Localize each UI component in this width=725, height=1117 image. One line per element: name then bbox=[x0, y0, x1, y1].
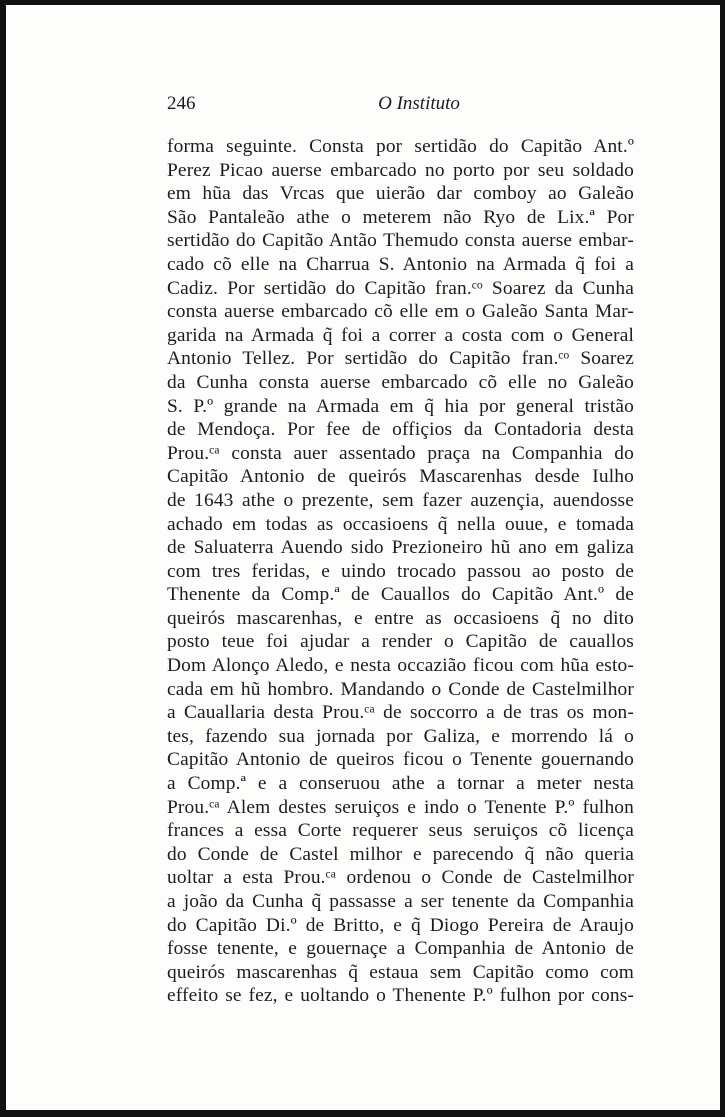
text-line: effeito se fez, e uoltando o Thenente P.º fulhon por cons- bbox=[167, 985, 634, 1007]
text-line: queirós mascarenhas q̃ estaua sem Capitão como com bbox=[167, 961, 634, 983]
text-line: achado em todas as occasioens q̃ nella ouue, e tomada bbox=[167, 513, 634, 535]
text-line: do Conde de Castel milhor e parecendo q̃ não queria bbox=[167, 843, 634, 865]
text-line: S. P.º grande na Armada em q̃ hia por general tristão bbox=[167, 395, 634, 417]
text-line: queirós mascarenhas, e entre as occasioens q̃ no dito bbox=[167, 607, 634, 629]
text-line: a Comp.ª e a conseruou athe a tornar a meter nesta bbox=[167, 773, 634, 795]
text-line: garida na Armada q̃ foi a correr a costa com o General bbox=[167, 324, 634, 346]
text-line: forma seguinte. Consta por sertidão do Capitão Ant.º bbox=[167, 136, 634, 157]
text-line: Perez Picao auerse embarcado no porto por seu soldado bbox=[167, 159, 634, 181]
text-line: frances a essa Corte requerer seus seruiços cõ licença bbox=[167, 820, 634, 842]
text-line: de Mendoça. Por fee de offiçios da Contadoria desta bbox=[167, 419, 634, 441]
text-line: de Saluaterra Auendo sido Prezioneiro hũ ano em galiza bbox=[167, 537, 634, 559]
text-line: Antonio Tellez. Por sertidão do Capitão fran.ᶜᵒ Soarez bbox=[167, 348, 634, 370]
text-line: em hũa das Vrcas que uierão dar comboy ao Galeão bbox=[167, 183, 634, 205]
text-line: São Pantaleão athe o meterem não Ryo de Lix.ª Por bbox=[167, 206, 634, 228]
body-text bbox=[167, 135, 634, 1008]
running-head: O Instituto bbox=[378, 93, 460, 114]
text-line: de 1643 athe o prezente, sem fazer auzençia, auendosse bbox=[167, 489, 634, 511]
text-line: Capitão Antonio de queirós Mascarenhas desde Iulho bbox=[167, 466, 634, 488]
page-number: 246 bbox=[167, 93, 196, 114]
text-line: uoltar a esta Prou.ᶜᵃ ordenou o Conde de Castelmilhor bbox=[167, 867, 634, 889]
text-line: Prou.ᶜᵃ consta auer assentado praça na Companhia do bbox=[167, 442, 634, 464]
text-line: Capitão Antonio de queiros ficou o Tenente gouernando bbox=[167, 749, 634, 771]
text-line: a joão da Cunha q̃ passasse a ser tenente da Companhia bbox=[167, 891, 634, 912]
text-line: a Cauallaria desta Prou.ᶜᵃ de soccorro a de tras os mon- bbox=[167, 702, 634, 724]
text-line: cada em hũ hombro. Mandando o Conde de Castelmilhor bbox=[167, 678, 634, 700]
text-line: da Cunha consta auerse embarcado cõ elle no Galeão bbox=[167, 371, 634, 393]
text-line: Thenente da Comp.ª de Cauallos do Capitão Ant.º de bbox=[167, 584, 634, 606]
text-line: sertidão do Capitão Antão Themudo consta auerse embar- bbox=[167, 230, 634, 252]
text-line: com tres feridas, e uindo trocado passou ao posto de bbox=[167, 560, 634, 582]
text-line: Dom Alonço Aledo, e nesta occazião ficou com hũa esto- bbox=[167, 655, 634, 677]
text-line: consta auerse embarcado cõ elle em o Galeão Santa Mar- bbox=[167, 301, 634, 323]
text-line: fosse tenente, e gouernaçe a Companhia de Antonio de bbox=[167, 938, 634, 960]
text-line: Prou.ᶜᵃ Alem destes seruiços e indo o Tenente P.º fulhon bbox=[167, 796, 634, 818]
text-line: posto teue foi ajudar a render o Capitão de cauallos bbox=[167, 631, 634, 653]
text-line: tes, fazendo sua jornada por Galiza, e morrendo lá o bbox=[167, 725, 634, 747]
page-header bbox=[167, 93, 637, 119]
text-line: do Capitão Di.º de Britto, e q̃ Diogo Pereira de Araujo bbox=[167, 914, 634, 936]
text-line: cado cõ elle na Charrua S. Antonio na Armada q̃ foi a bbox=[167, 253, 634, 275]
text-line: Cadiz. Por sertidão do Capitão fran.ᶜᵒ Soarez da Cunha bbox=[167, 277, 634, 299]
